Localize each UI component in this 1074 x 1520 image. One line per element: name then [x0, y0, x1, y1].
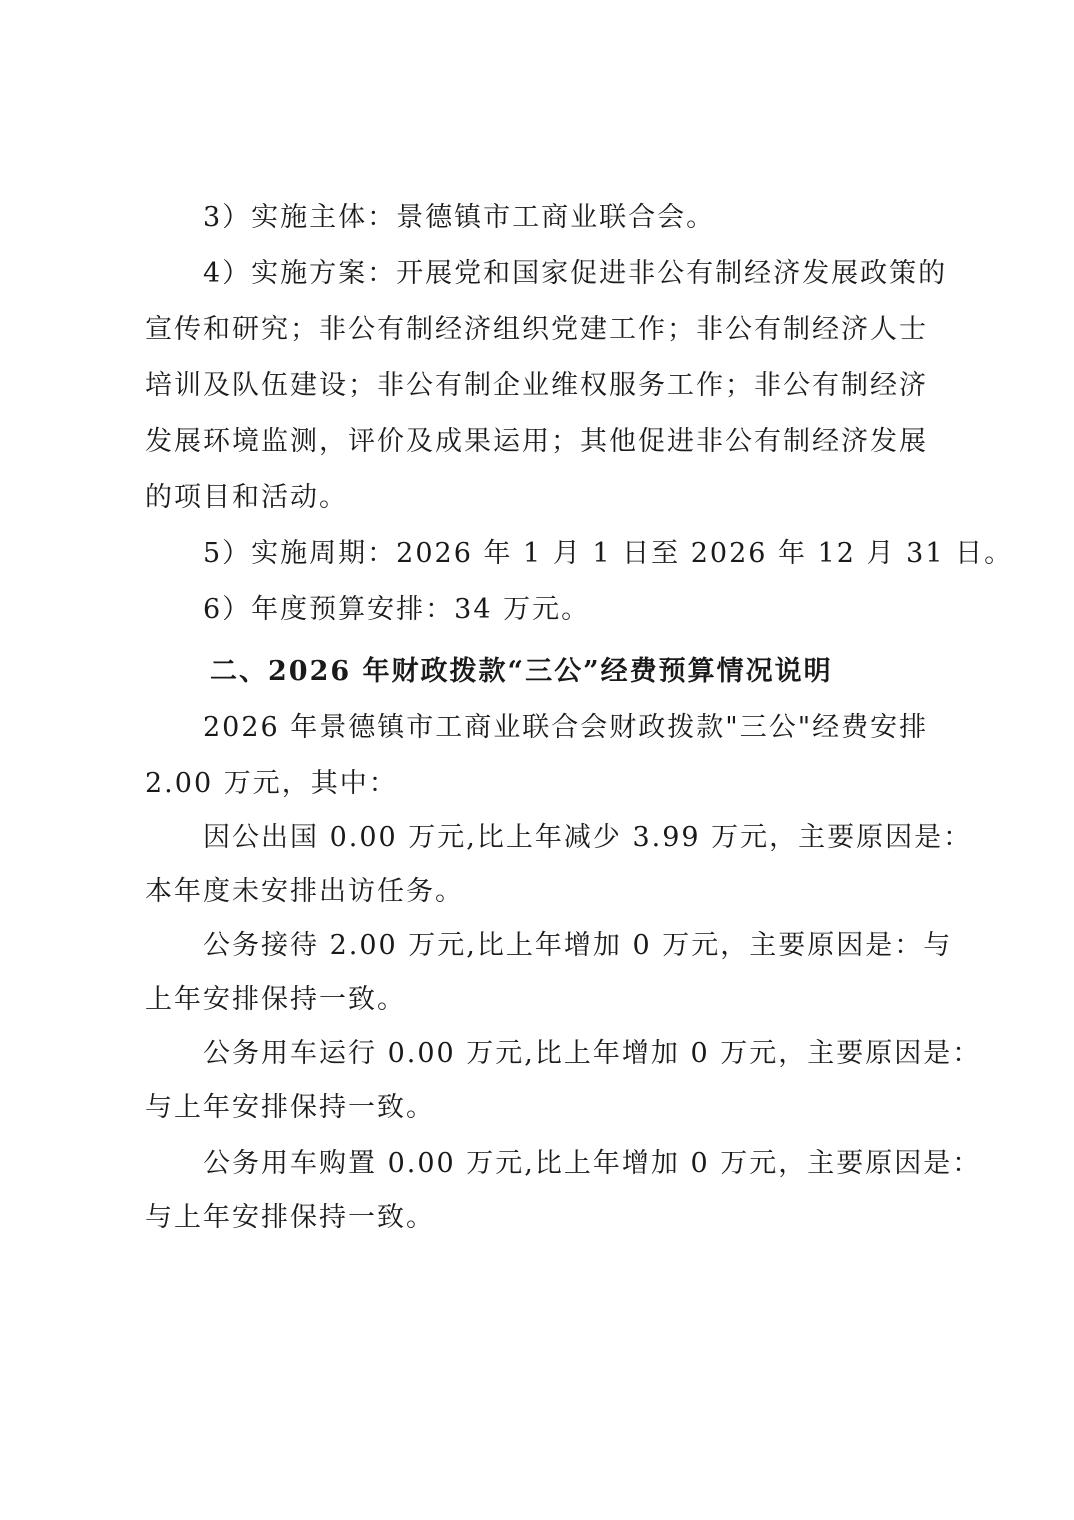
text-line-implementer: 3）实施主体：景德镇市工商业联合会。 [203, 202, 716, 233]
text-line-period: 5）实施周期：2026 年 1 月 1 日至 2026 年 12 月 31 日。 [203, 538, 1014, 569]
text-line-vehicle-purchase: 公务用车购置 0.00 万元,比上年增加 0 万元，主要原因是： [203, 1148, 982, 1179]
text-line-abroad-cont: 本年度未安排出访任务。 [145, 876, 464, 907]
text-line-reception: 公务接待 2.00 万元,比上年增加 0 万元，主要原因是：与 [203, 930, 953, 961]
text-line-abroad: 因公出国 0.00 万元,比上年减少 3.99 万元，主要原因是： [203, 822, 973, 853]
text-line-reception-cont: 上年安排保持一致。 [145, 984, 406, 1015]
text-line-plan-cont-2: 培训及队伍建设；非公有制企业维权服务工作；非公有制经济 [145, 370, 928, 401]
text-line-plan-cont-4: 的项目和活动。 [145, 482, 348, 513]
text-line-plan: 4）实施方案：开展党和国家促进非公有制经济发展政策的 [203, 258, 948, 289]
text-line-plan-cont-1: 宣传和研究；非公有制经济组织党建工作；非公有制经济人士 [145, 314, 928, 345]
text-line-vehicle-operation: 公务用车运行 0.00 万元,比上年增加 0 万元，主要原因是： [203, 1038, 982, 1069]
text-line-vehicle-operation-cont: 与上年安排保持一致。 [145, 1092, 435, 1123]
text-line-intro-cont: 2.00 万元，其中： [145, 768, 398, 799]
text-line-plan-cont-3: 发展环境监测，评价及成果运用；其他促进非公有制经济发展 [145, 426, 928, 457]
section-heading: 二、2026 年财政拨款“三公”经费预算情况说明 [210, 656, 833, 687]
text-line-budget: 6）年度预算安排：34 万元。 [203, 594, 591, 625]
text-line-intro: 2026 年景德镇市工商业联合会财政拨款"三公"经费安排 [203, 712, 929, 743]
text-line-vehicle-purchase-cont: 与上年安排保持一致。 [145, 1202, 435, 1233]
